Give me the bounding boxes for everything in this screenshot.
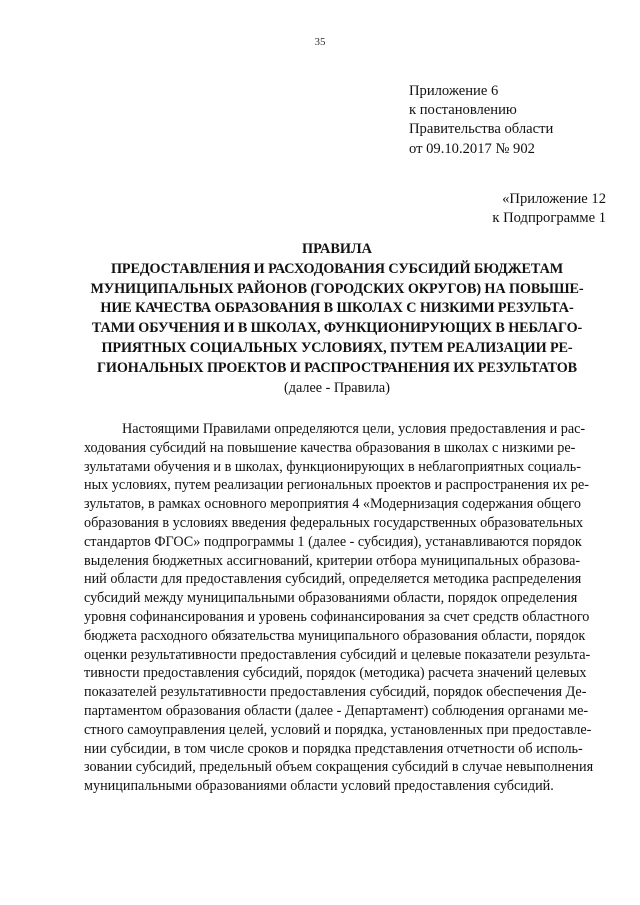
body-line: нии субсидии, в том числе сроков и порядка представления отчетности об исполь- <box>84 740 583 757</box>
appendix-line: к постановлению <box>409 102 517 119</box>
body-line: образования в условиях введения федеральных государственных образовательных <box>84 514 584 531</box>
heading-line: МУНИЦИПАЛЬНЫХ РАЙОНОВ (ГОРОДСКИХ ОКРУГОВ) НА ПОВЫШЕ- <box>90 280 584 297</box>
body-line: выделения бюджетных ассигнований, критерии отбора муниципальных образова- <box>84 552 581 569</box>
heading-line: ПРИЯТНЫХ СОЦИАЛЬНЫХ УСЛОВИЯХ, ПУТЕМ РЕАЛИЗАЦИИ РЕ- <box>101 339 573 356</box>
heading-line: ТАМИ ОБУЧЕНИЯ И В ШКОЛАХ, ФУНКЦИОНИРУЮЩИХ В НЕБЛАГО- <box>91 320 583 337</box>
body-line: стандартов ФГОС» подпрограммы 1 (далее - субсидия), устанавливаются порядок <box>84 533 582 550</box>
body-line: муниципальными образованиями области условий предоставления субсидий. <box>84 778 554 795</box>
body-line: зультатов, в рамках основного мероприятия 4 «Модернизация содержания общего <box>84 496 581 513</box>
appendix-line: от 09.10.2017 № 902 <box>409 140 535 157</box>
reference-line: к Подпрограмме 1 <box>492 210 606 227</box>
body-line: ний области для предоставления субсидий, определяется методика распределения <box>84 571 582 588</box>
appendix-line: Приложение 6 <box>409 83 499 99</box>
body-line: уровня софинансирования и уровень софинансирования за счет средств областного <box>84 608 590 625</box>
document-title: ПРАВИЛА <box>302 241 372 257</box>
appendix-block <box>409 82 553 159</box>
heading-line: ПРЕДОСТАВЛЕНИЯ И РАСХОДОВАНИЯ СУБСИДИЙ БЮДЖЕТАМ <box>110 260 564 277</box>
body-line: зовании субсидий, предельный объем сокращения субсидий в случае невыполнения <box>84 759 594 776</box>
body-line: Настоящими Правилами определяются цели, условия предоставления и рас- <box>122 421 586 437</box>
body-line: стного самоуправления целей, условий и порядка, установленных при предоставле- <box>84 721 592 738</box>
page-number: 35 <box>314 36 326 48</box>
body-line: бюджета расходного обязательства муниципального образования области, порядок <box>84 627 586 644</box>
body-paragraph <box>84 420 604 796</box>
appendix-line: Правительства области <box>409 121 554 138</box>
heading-line: НИЕ КАЧЕСТВА ОБРАЗОВАНИЯ В ШКОЛАХ С НИЗКИМИ РЕЗУЛЬТА- <box>100 300 574 317</box>
body-line: тивности предоставления субсидий, порядок (методика) расчета значений целевых <box>84 665 587 682</box>
document-subtitle: (далее - Правила) <box>284 379 390 396</box>
body-line: зультатами обучения и в школах, функционирующих в неблагоприятных социаль- <box>84 458 582 475</box>
body-line: партаментом образования области (далее - Департамент) соблюдения органами ме- <box>84 702 589 719</box>
heading-line: ГИОНАЛЬНЫХ ПРОЕКТОВ И РАСПРОСТРАНЕНИЯ ИХ РЕЗУЛЬТАТОВ <box>96 359 578 376</box>
body-line: субсидий между муниципальными образованиями области, порядок определения <box>84 590 578 607</box>
body-line: показателей результативности предоставления субсидий, порядок обеспечения Де- <box>84 684 587 701</box>
document-heading <box>72 240 602 398</box>
body-line: ходования субсидий на повышение качества образования в школах с низкими ре- <box>84 439 576 456</box>
body-line: оценки результативности предоставления субсидий и целевые показатели результа- <box>84 646 591 663</box>
body-line: ных условиях, путем реализации региональных проектов и распространения их ре- <box>84 477 589 494</box>
reference-block <box>492 190 606 228</box>
reference-line: «Приложение 12 <box>502 191 606 207</box>
